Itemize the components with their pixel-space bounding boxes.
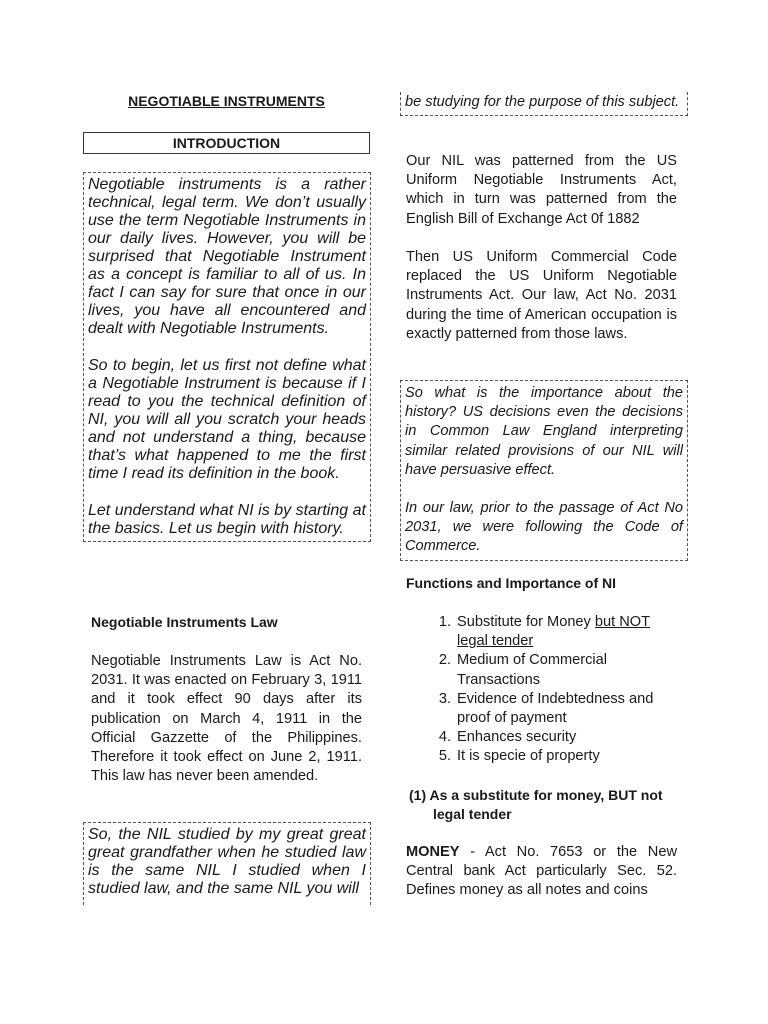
functions-list: [406, 613, 678, 767]
substitute-heading-line-2: legal tender: [433, 806, 512, 823]
list-item: [406, 747, 678, 766]
money-text: - Act No. 7653 or the New Central bank Act particularly Sec. 52. Defines money as all notes and coins: [406, 844, 677, 899]
underlined-text: but NOT legal tender: [457, 614, 651, 650]
list-number: 4.: [438, 729, 451, 746]
nil-heading: Negotiable Instruments Law: [91, 614, 278, 630]
history-dashed-box: [400, 380, 688, 561]
history-box-paragraph-2: In our law, prior to the passage of Act No 2031, we were following the Code of Commerce.: [405, 500, 683, 555]
list-number: 3.: [438, 690, 451, 707]
list-text: Enhances security: [457, 729, 577, 746]
history-paragraph-1: Our NIL was patterned from the US Uniform Negotiable Instruments Act, which in turn was patterned from the English Bill of Exchange Act 0f 1882: [406, 153, 677, 227]
list-item: [406, 728, 678, 747]
list-number: 5.: [438, 748, 451, 765]
nil-paragraph: Negotiable Instruments Law is Act No. 2031. It was enacted on February 3, 1911 and it took effect 90 days after its publication on March 4, 1911 in the Official Gazzette of the Philippines. Therefore it took effect on June 2, 1911. This law has never been amended.: [91, 653, 362, 785]
substitute-heading-line-1: (1) As a substitute for money, BUT not: [409, 787, 663, 803]
money-term: MONEY: [406, 844, 460, 860]
introduction-heading: INTRODUCTION: [83, 132, 370, 154]
list-item: [406, 690, 678, 728]
nil-box-text: So, the NIL studied by my great great great grandfather when he studied law is the same NIL I studied when I studied law, and the same NIL you will: [88, 826, 366, 897]
list-number: 2.: [438, 652, 451, 669]
continued-box-text: be studying for the purpose of this subject.: [405, 94, 680, 110]
functions-heading: Functions and Importance of NI: [406, 575, 617, 591]
intro-paragraph-3: Let understand what NI is by starting at the basics. Let us begin with history.: [88, 502, 366, 537]
document-title: NEGOTIABLE INSTRUMENTS: [128, 93, 325, 109]
intro-paragraph-1: Negotiable instruments is a rather technical, legal term. We don’t usually use the term Negotiable Instruments in our daily lives. However, you will be surprised that Negotiable Instrument as a concept is familiar to all of us. In fact I can say for sure that once in our lives, you have all encountered and dealt with Negotiable Instruments.: [88, 176, 366, 337]
money-definition: [406, 843, 677, 901]
list-text: Evidence of Indebtedness and proof of payment: [457, 690, 654, 727]
list-item: [406, 651, 678, 689]
list-number: 1.: [438, 614, 451, 630]
history-box-paragraph-1: So what is the importance about the history? US decisions even the decisions in Common Law England interpreting similar related provisions of our NIL will have persuasive effect.: [405, 385, 683, 478]
substitute-heading: [409, 786, 684, 824]
nil-dashed-box: [83, 822, 371, 905]
intro-dashed-box: [83, 172, 371, 542]
list-item: [406, 613, 678, 651]
intro-paragraph-2: So to begin, let us first not define what a Negotiable Instrument is because if I read to you the technical definition of NI, you will all you scratch your heads and not understand a thing, because that’s what happened to me the first time I read its definition in the book.: [88, 357, 366, 482]
list-text: Medium of Commercial Transactions: [457, 652, 608, 688]
continued-dashed-box: [400, 92, 688, 116]
list-text: It is specie of property: [457, 748, 600, 765]
list-text: Substitute for Money but NOT legal tender: [457, 614, 651, 650]
history-paragraph-2: Then US Uniform Commercial Code replaced the US Uniform Negotiable Instruments Act. Our law, Act No. 2031 during the time of American occupation is exactly patterned from those laws.: [406, 249, 677, 342]
